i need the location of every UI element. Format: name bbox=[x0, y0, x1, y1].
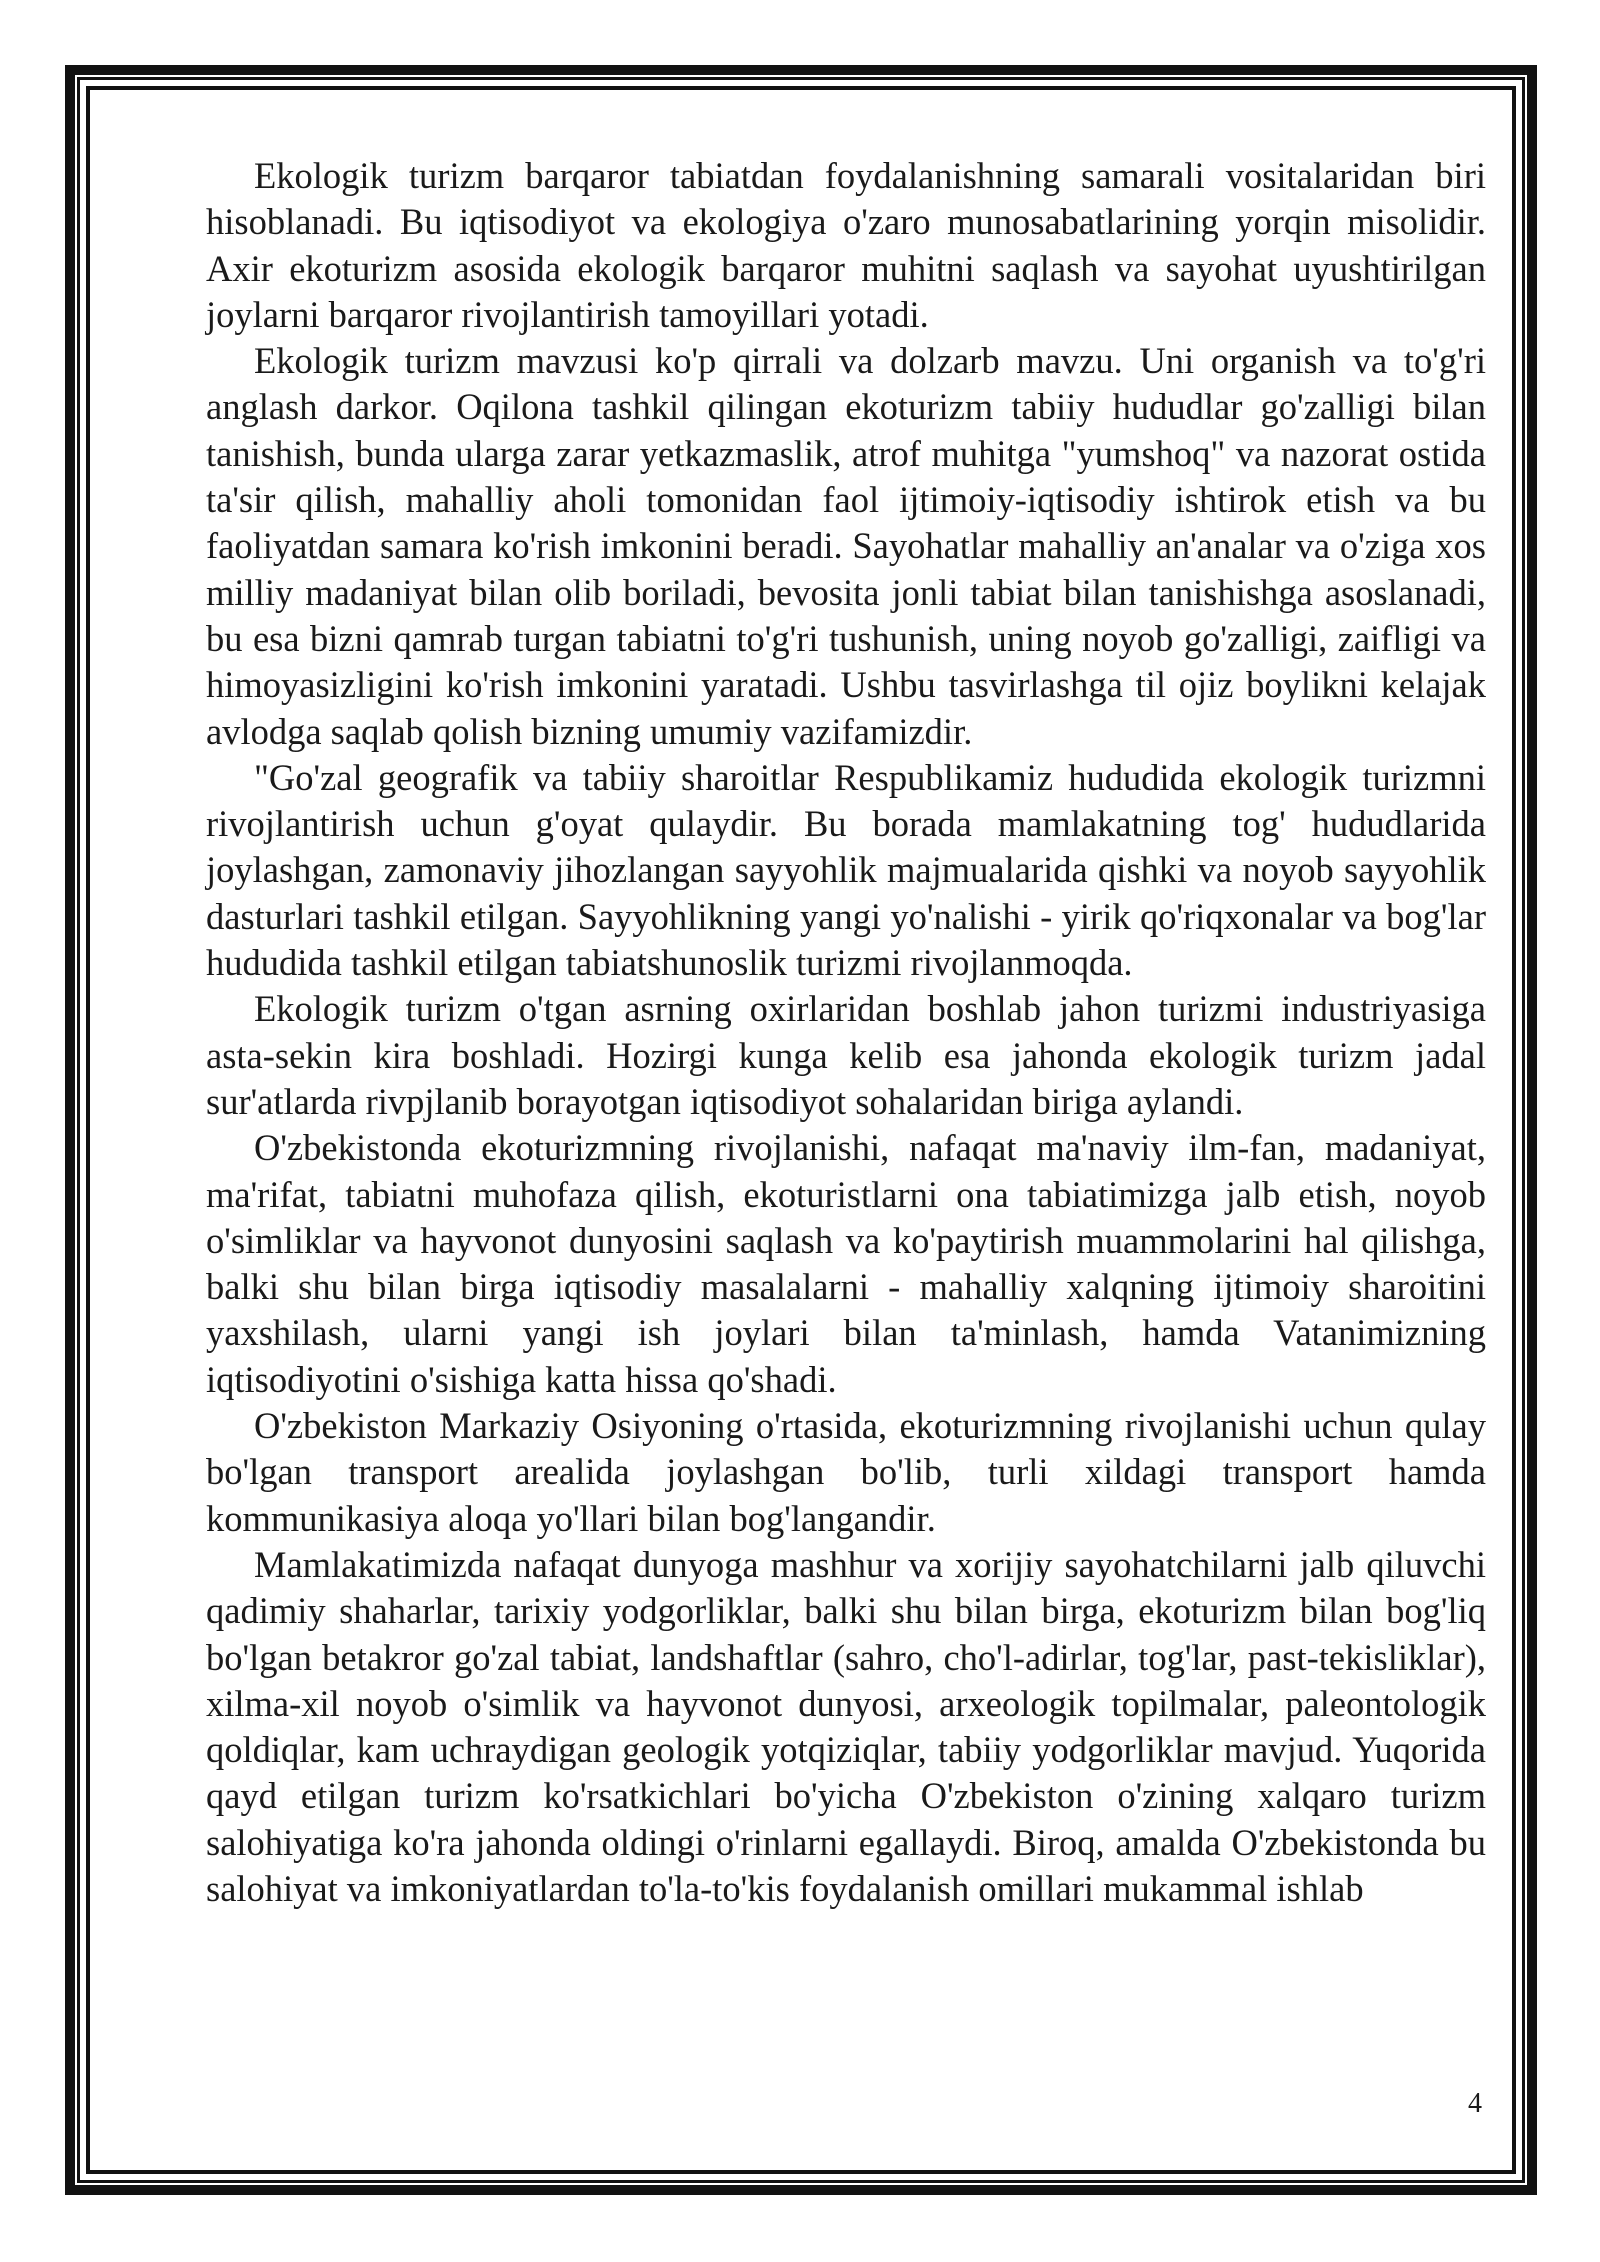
paragraph: "Go'zal geografik va tabiiy sharoitlar Respublikamiz hududida ekologik turizmni rivojlantirish uchun g'oyat qulaydir. Bu borada mamlakatning tog' hududlarida joylashgan, zamonaviy jihozlangan sayyohlik majmualarida qishki va noyob sayyohlik dasturlari tashkil etilgan. Sayyohlikning yangi yo'nalishi - yirik qo'riqxonalar va bog'lar hududida tashkil etilgan tabiatshunoslik turizmi rivojlanmoqda. bbox=[206, 756, 1486, 984]
paragraph: Ekologik turizm o'tgan asrning oxirlaridan boshlab jahon turizmi industriyasiga asta-sekin kira boshladi. Hozirgi kunga kelib esa jahonda ekologik turizm jadal sur'atlarda rivpjlanib borayotgan iqtisodiyot sohalaridan biriga aylandi. bbox=[206, 988, 1486, 1122]
paragraph: O'zbekistonda ekoturizmning rivojlanishi, nafaqat ma'naviy ilm-fan, madaniyat, ma'rifat, tabiatni muhofaza qilish, ekoturistlarni ona tabiatimizga jalb etish, noyob o'simliklar va hayvonot dunyosini saqlash va ko'paytirish muammolarini hal qilishga, balki shu bilan birga iqtisodiy masalalarni - mahalliy xalqning ijtimoiy sharoitini yaxshilash, ularni yangi ish joylari bilan ta'minlash, hamda Vatanimizning iqtisodiyotini o'sishiga katta hissa qo'shadi. bbox=[206, 1127, 1486, 1400]
page-body bbox=[206, 153, 1486, 1912]
paragraph: Mamlakatimizda nafaqat dunyoga mashhur va xorijiy sayohatchilarni jalb qiluvchi qadimiy shaharlar, tarixiy yodgorliklar, balki shu bilan birga, ekoturizm bilan bog'liq bo'lgan betakror go'zal tabiat, landshaftlar (sahro, cho'l-adirlar, tog'lar, past-tekisliklar), xilma-xil noyob o'simlik va hayvonot dunyosi, arxeologik topilmalar, paleontologik qoldiqlar, kam uchraydigan geologik yotqiziqlar, tabiiy yodgorliklar mavjud. Yuqorida qayd etilgan turizm ko'rsatkichlari bo'yicha O'zbekiston o'zining xalqaro turizm salohiyatiga ko'ra jahonda oldingi o'rinlarni egallaydi. Biroq, amalda O'zbekistonda bu salohiyat va imkoniyatlardan to'la-to'kis foydalanish omillari mukammal ishlab bbox=[206, 1543, 1486, 1909]
paragraph: Ekologik turizm mavzusi ko'p qirrali va dolzarb mavzu. Uni organish va to'g'ri anglash darkor. Oqilona tashkil qilingan ekoturizm tabiiy hududlar go'zalligi bilan tanishish, bunda ularga zarar yetkazmaslik, atrof muhitga "yumshoq" va nazorat ostida ta'sir qilish, mahalliy aholi tomonidan faol ijtimoiy-iqtisodiy ishtirok etish va bu faoliyatdan samara ko'rish imkonini beradi. Sayohatlar mahalliy an'analar va o'ziga xos milliy madaniyat bilan olib boriladi, bevosita jonli tabiat bilan tanishishga asoslanadi, bu esa bizni qamrab turgan tabiatni to'g'ri tushunish, uning noyob go'zalligi, zaifligi va himoyasizligini ko'rish imkonini yaratadi. Ushbu tasvirlashga til ojiz boylikni kelajak avlodga saqlab qolish bizning umumiy vazifamizdir. bbox=[206, 340, 1486, 752]
paragraph: Ekologik turizm barqaror tabiatdan foydalanishning samarali vositalaridan biri hisoblanadi. Bu iqtisodiyot va ekologiya o'zaro munosabatlarining yorqin misolidir. Axir ekoturizm asosida ekologik barqaror muhitni saqlash va sayohat uyushtirilgan joylarni barqaror rivojlantirish tamoyillari yotadi. bbox=[206, 155, 1486, 335]
paragraph: O'zbekiston Markaziy Osiyoning o'rtasida, ekoturizmning rivojlanishi uchun qulay bo'lgan transport arealida joylashgan bo'lib, turli xildagi transport hamda kommunikasiya aloqa yo'llari bilan bog'langandir. bbox=[206, 1405, 1486, 1539]
page-number: 4 bbox=[1468, 2088, 1482, 2119]
